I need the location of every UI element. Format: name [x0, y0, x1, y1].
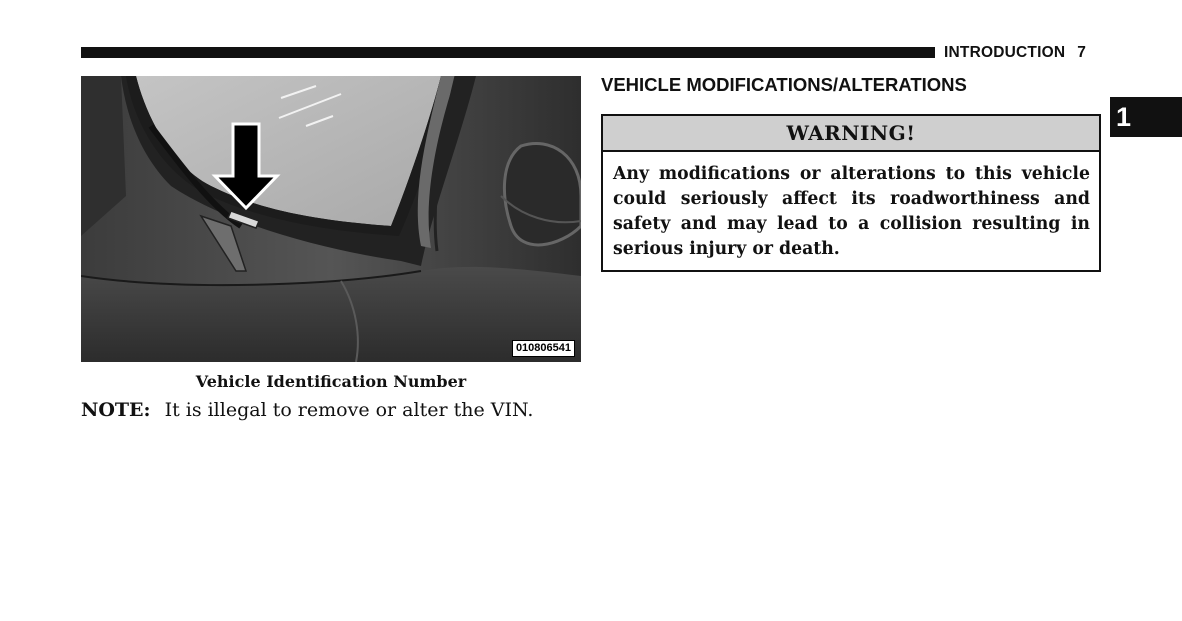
- header-section-title: INTRODUCTION: [944, 44, 1066, 61]
- figure-caption: Vehicle Identification Number: [195, 372, 467, 391]
- figure-code: 010806541: [512, 340, 575, 357]
- vin-location-illustration: [81, 76, 581, 362]
- note-label: NOTE:: [81, 399, 151, 421]
- note-text: It is illegal to remove or alter the VIN.: [164, 399, 534, 421]
- windshield-drawing: [81, 76, 581, 362]
- section-title: VEHICLE MODIFICATIONS/ALTERATIONS: [601, 74, 967, 95]
- chapter-tab: 1: [1110, 97, 1182, 137]
- header-rule: [81, 47, 935, 58]
- page-number: 7: [1077, 44, 1087, 61]
- warning-label: WARNING!: [603, 116, 1099, 152]
- warning-box: [601, 114, 1101, 272]
- warning-text: Any modifications or alterations to this vehicle could seriously affect its roadworthiness and safety and may lead to a collision resulting in serious injury or death.: [613, 164, 1090, 259]
- note: [81, 397, 533, 423]
- running-header: [944, 44, 1086, 62]
